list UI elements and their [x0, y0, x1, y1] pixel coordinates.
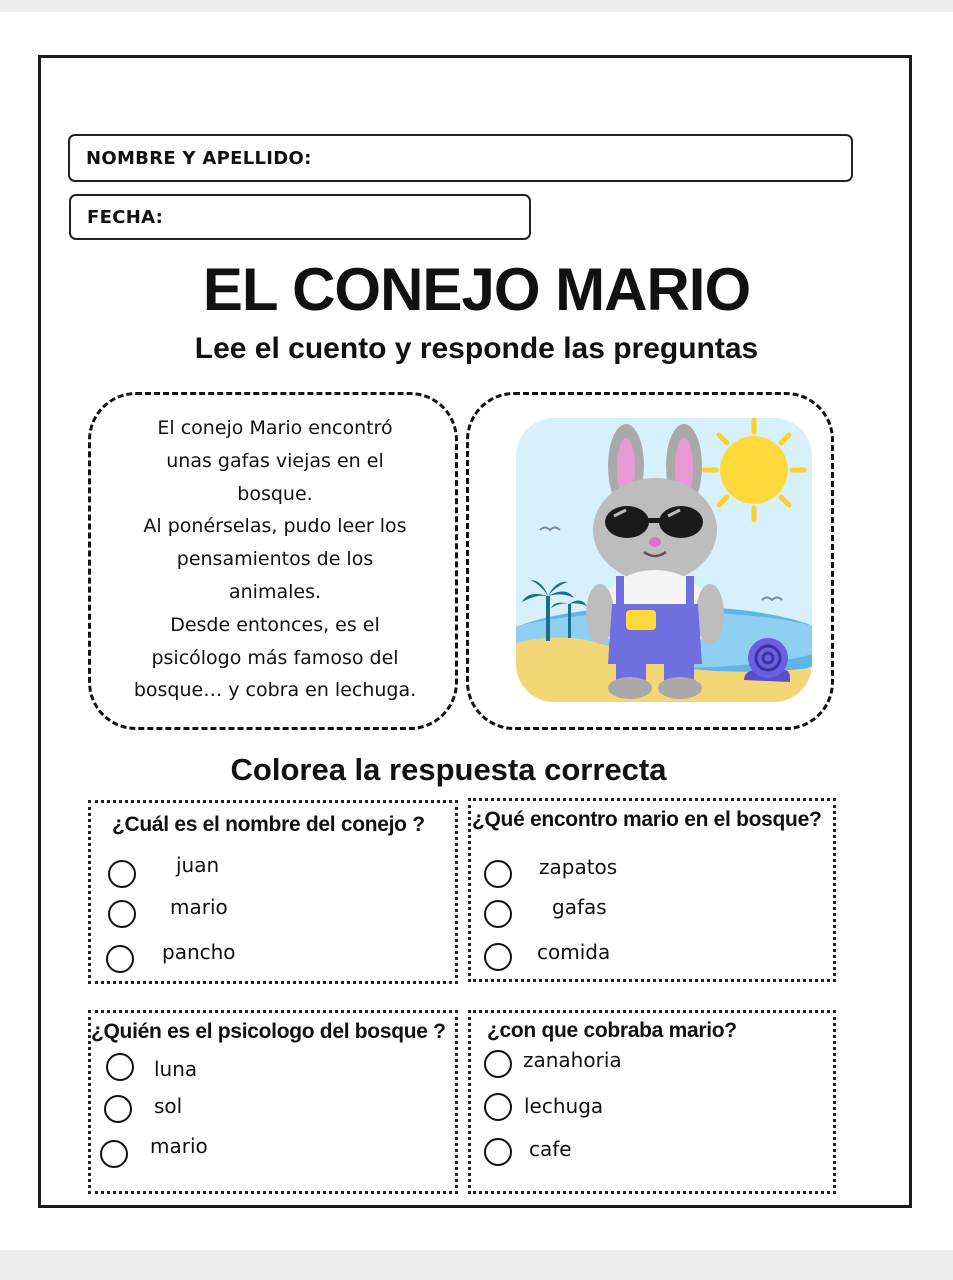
option-label: juan — [176, 853, 220, 877]
story-line: bosque… y cobra en lechuga. — [133, 679, 417, 702]
page-subtitle: Lee el cuento y responde las preguntas — [194, 332, 759, 365]
date-label: FECHA: — [87, 206, 164, 228]
option-label: mario — [170, 895, 228, 919]
question-4-text: ¿con que cobraba mario? — [487, 1019, 737, 1042]
option-circle[interactable] — [106, 1053, 134, 1081]
option-label: pancho — [162, 940, 236, 964]
option-circle[interactable] — [100, 1140, 128, 1168]
option-circle[interactable] — [484, 860, 512, 888]
section-title: Colorea la respuesta correcta — [230, 752, 667, 787]
option-circle[interactable] — [484, 943, 512, 971]
option-label: cafe — [529, 1137, 572, 1161]
story-text — [110, 412, 440, 707]
option-label: zapatos — [539, 855, 618, 879]
option-circle[interactable] — [108, 860, 136, 888]
option-circle[interactable] — [106, 945, 134, 973]
option-circle[interactable] — [104, 1095, 132, 1123]
option-circle[interactable] — [484, 900, 512, 928]
option-label: mario — [150, 1134, 208, 1158]
option-label: lechuga — [524, 1094, 604, 1118]
option-circle[interactable] — [484, 1138, 512, 1166]
story-line: Al ponérselas, pudo leer los — [143, 515, 407, 538]
question-1-text: ¿Cuál es el nombre del conejo ? — [112, 813, 425, 836]
option-circle[interactable] — [484, 1050, 512, 1078]
story-line: pensamientos de los — [176, 548, 374, 571]
page-title: EL CONEJO MARIO — [202, 256, 751, 323]
date-field[interactable] — [69, 194, 531, 240]
story-line: Desde entonces, es el — [170, 613, 380, 636]
story-line: unas gafas viejas en el — [166, 449, 384, 472]
story-line: bosque. — [237, 482, 313, 505]
story-line: animales. — [228, 580, 322, 603]
name-label: NOMBRE Y APELLIDO: — [86, 147, 312, 169]
rabbit-with-sunglasses-on-beach-illustration — [516, 418, 812, 702]
option-label: sol — [154, 1094, 183, 1118]
story-line: psicólogo más famoso del — [151, 646, 399, 669]
story-line: El conejo Mario encontró — [157, 417, 393, 439]
option-label: luna — [154, 1057, 198, 1081]
question-3-text: ¿Quién es el psicologo del bosque ? — [91, 1020, 446, 1043]
option-circle[interactable] — [484, 1093, 512, 1121]
option-label: zanahoria — [523, 1048, 622, 1072]
question-2-text: ¿Qué encontro mario en el bosque? — [472, 808, 822, 831]
option-label: gafas — [552, 895, 607, 919]
name-field[interactable] — [68, 134, 853, 182]
option-label: comida — [537, 940, 611, 964]
option-circle[interactable] — [108, 900, 136, 928]
